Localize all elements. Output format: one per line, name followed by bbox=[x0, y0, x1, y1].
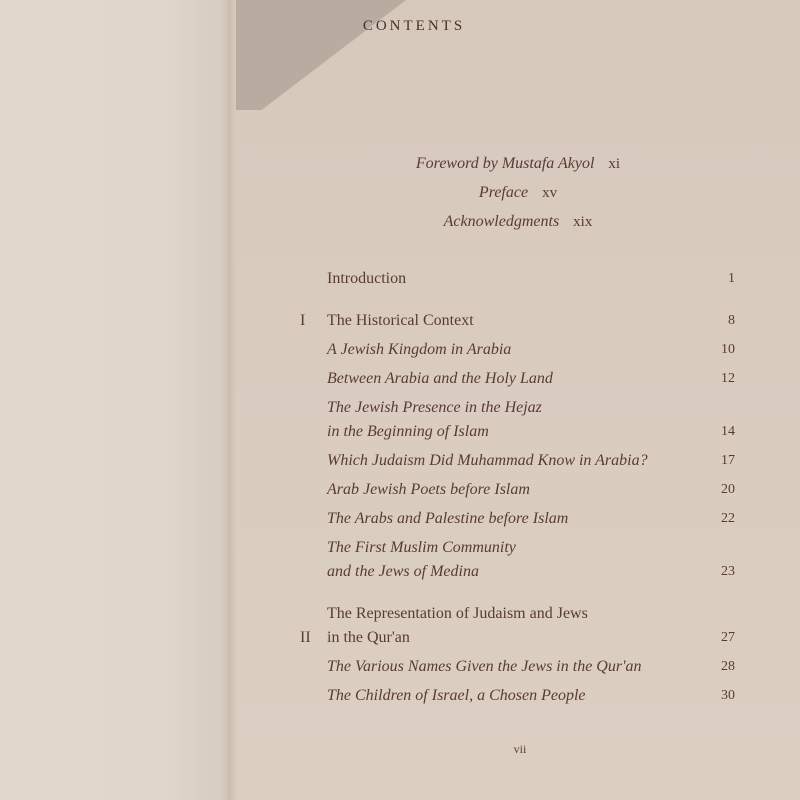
entry-title: Between Arabia and the Holy Land bbox=[327, 370, 553, 387]
entry-page: 30 bbox=[721, 688, 735, 703]
entry-title: The Children of Israel, a Chosen People bbox=[327, 687, 586, 704]
toc-chapter bbox=[300, 309, 735, 333]
left-page bbox=[0, 0, 232, 800]
toc-entry bbox=[300, 267, 735, 291]
front-matter-preface bbox=[236, 184, 800, 213]
chapter-number: II bbox=[300, 629, 311, 646]
entry-title: The Representation of Judaism and Jews in the Qur'an bbox=[327, 605, 588, 646]
entry-title: A Jewish Kingdom in Arabia bbox=[327, 341, 512, 358]
entry-title: Which Judaism Did Muhammad Know in Arabia? bbox=[327, 452, 648, 469]
entry-page: 1 bbox=[728, 271, 735, 286]
front-matter-title: Preface bbox=[478, 184, 529, 201]
toc-chapter bbox=[300, 602, 735, 650]
entry-title: The Various Names Given the Jews in the Qur'an bbox=[327, 658, 642, 675]
front-matter-title: Foreword by Mustafa Akyol bbox=[415, 155, 595, 172]
toc-entry bbox=[300, 507, 735, 531]
toc-entry bbox=[300, 367, 735, 391]
chapter-number: I bbox=[300, 312, 306, 329]
entry-title: Introduction bbox=[327, 270, 407, 287]
front-matter-page: xix bbox=[573, 214, 593, 230]
entry-page: 14 bbox=[721, 424, 735, 439]
entry-page: 23 bbox=[721, 564, 735, 579]
contents-heading: CONTENTS bbox=[362, 18, 466, 34]
front-matter-list bbox=[236, 155, 800, 242]
front-matter-foreword bbox=[236, 155, 800, 184]
entry-title: The Arabs and Palestine before Islam bbox=[327, 510, 569, 527]
entry-page: 20 bbox=[721, 482, 735, 497]
toc-entry bbox=[300, 684, 735, 708]
front-matter-page: xv bbox=[542, 185, 558, 201]
entry-page: 10 bbox=[721, 342, 735, 357]
entry-page: 8 bbox=[728, 313, 735, 328]
toc-entry bbox=[300, 449, 735, 473]
front-matter-acknowledgments bbox=[236, 213, 800, 242]
entry-page: 17 bbox=[721, 453, 735, 468]
front-matter-title: Acknowledgments bbox=[443, 213, 560, 230]
toc-entry bbox=[300, 655, 735, 679]
toc-entry bbox=[300, 478, 735, 502]
entry-title: The Jewish Presence in the Hejaz in the Beginning of Islam bbox=[327, 399, 542, 440]
toc-entry bbox=[300, 536, 735, 584]
entry-page: 22 bbox=[721, 511, 735, 526]
entry-page: 28 bbox=[721, 659, 735, 674]
front-matter-page: xi bbox=[608, 156, 621, 172]
toc-list bbox=[300, 265, 735, 708]
entry-title: The First Muslim Community and the Jews of Medina bbox=[327, 539, 516, 580]
entry-page: 12 bbox=[721, 371, 735, 386]
entry-title: Arab Jewish Poets before Islam bbox=[327, 481, 530, 498]
entry-page: 27 bbox=[721, 630, 735, 645]
page-number: vii bbox=[513, 742, 527, 756]
toc-entry bbox=[300, 338, 735, 362]
toc-entry bbox=[300, 396, 735, 444]
entry-title: The Historical Context bbox=[327, 312, 474, 329]
